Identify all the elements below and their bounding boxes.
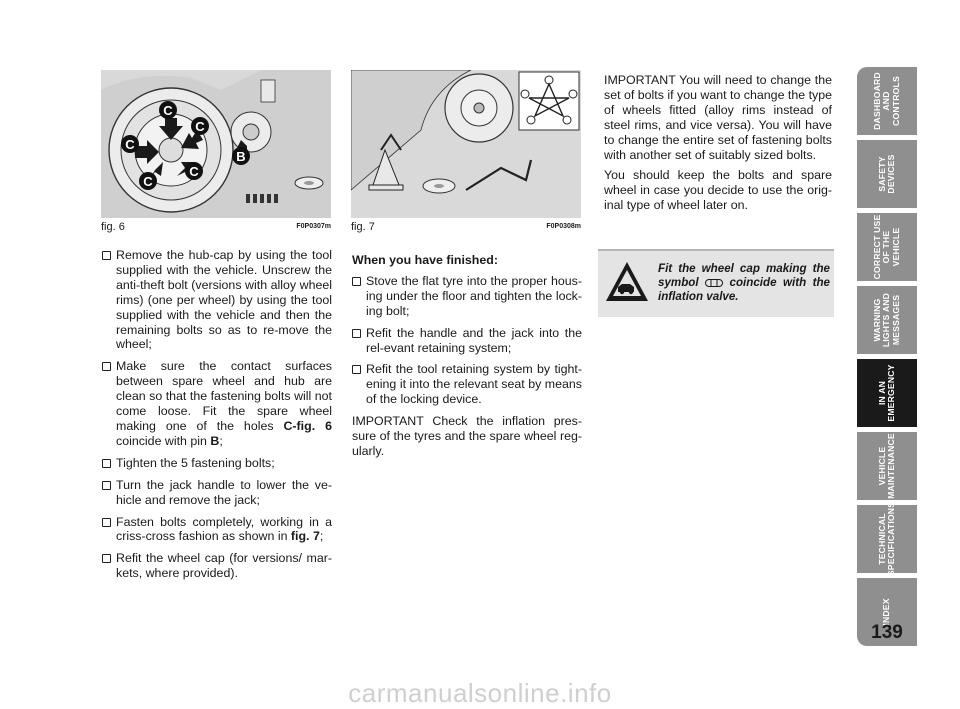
figure-6-code: F0P0307m (296, 223, 331, 230)
watermark: carmanualsonline.info (348, 678, 612, 708)
svg-text:C: C (189, 164, 199, 179)
tab-index[interactable]: INDEX (857, 578, 917, 646)
page-number: 139 (871, 622, 903, 643)
column-1 (102, 248, 332, 588)
tab-warning-lights-and-messages[interactable]: WARNING LIGHTS AND MESSAGES (857, 286, 917, 354)
important-note: IMPORTANT Check the inflation pres-sure of the tyres and the spare wheel reg-ularly. (352, 414, 582, 458)
tab-safety-devices[interactable]: SAFETY DEVICES (857, 140, 917, 208)
svg-text:B: B (236, 149, 246, 164)
list-item: Refit the handle and the jack into the rel-evant retaining system; (352, 326, 582, 356)
figure-6 (101, 70, 331, 218)
warning-triangle-icon (604, 259, 650, 305)
section-heading: When you have finished: (352, 253, 498, 267)
figure-7-illustration (351, 70, 581, 218)
warning-text: Fit the wheel cap making the symbol coincide with the inflation valve. (658, 262, 830, 303)
list-item: Stove the flat tyre into the proper hous-ing under the floor and tighten the lock-ing bolt; (352, 274, 582, 319)
figure-7-code: F0P0308m (546, 223, 581, 230)
figure-6-label: fig. 6 (101, 221, 125, 233)
svg-text:C: C (195, 119, 205, 134)
list-item: Remove the hub-cap by using the tool supplied with the vehicle. Unscrew the anti-theft bolt (versions with alloy wheel rims) (one per wheel) by using the tool supplied with the vehicle and then the remaining bolts so as to re-move the wheel; (102, 248, 332, 352)
figure-7 (351, 70, 581, 218)
figure-7-label: fig. 7 (351, 221, 375, 233)
column-2 (352, 253, 582, 465)
list-item: Refit the wheel cap (for versions/ mar-kets, where provided). (102, 551, 332, 581)
column-3 (604, 73, 832, 219)
tab-vehicle-maintenance[interactable]: VEHICLE MAINTENANCE (857, 432, 917, 500)
paragraph: You should keep the bolts and spare wheel in case you decide to use the orig-inal type of wheel later on. (604, 168, 832, 213)
pin-reference: B (210, 433, 220, 448)
figure-7-caption (351, 221, 581, 235)
tab-dashboard-and-controls[interactable]: DASHBOARD AND CONTROLS (857, 67, 917, 135)
figure-reference: C-fig. 6 (283, 418, 332, 433)
warning-box (598, 249, 834, 317)
list-item: Fasten bolts completely, working in a criss-cross fashion as shown in fig. 7; (102, 515, 332, 545)
list-item: Refit the tool retaining system by tight-ening it into the relevant seat by means of the locking device. (352, 362, 582, 407)
list-item: Tighten the 5 fastening bolts; (102, 456, 332, 471)
svg-text:C: C (143, 174, 153, 189)
list-item: Make sure the contact surfaces between spare wheel and hub are clean so that the fastening bolts will not come loose. Fit the spare wheel making one of the holes C-fig. 6 coincide with pin B; (102, 359, 332, 448)
tab-technical-specifications[interactable]: TECHNICAL SPECIFICATIONS (857, 505, 917, 573)
svg-text:C: C (125, 137, 135, 152)
figure-reference: fig. 7 (290, 529, 320, 544)
tab-in-an-emergency[interactable]: IN AN EMERGENCY (857, 359, 917, 427)
figure-6-caption (101, 221, 331, 235)
wheel-cap-symbol-icon (705, 279, 723, 287)
tab-correct-use-of-the-vehicle[interactable]: CORRECT USE OF THE VEHICLE (857, 213, 917, 281)
figure-6-illustration (101, 70, 331, 218)
svg-text:C: C (163, 103, 173, 118)
list-item: Turn the jack handle to lower the ve-hicle and remove the jack; (102, 478, 332, 508)
important-paragraph: IMPORTANT You will need to change the set of bolts if you want to change the type of wheels fitted (alloy rims instead of steel rims, and vice versa). You will have to change the entire set of fastening bolts with another set of suitably sized bolts. (604, 73, 832, 162)
